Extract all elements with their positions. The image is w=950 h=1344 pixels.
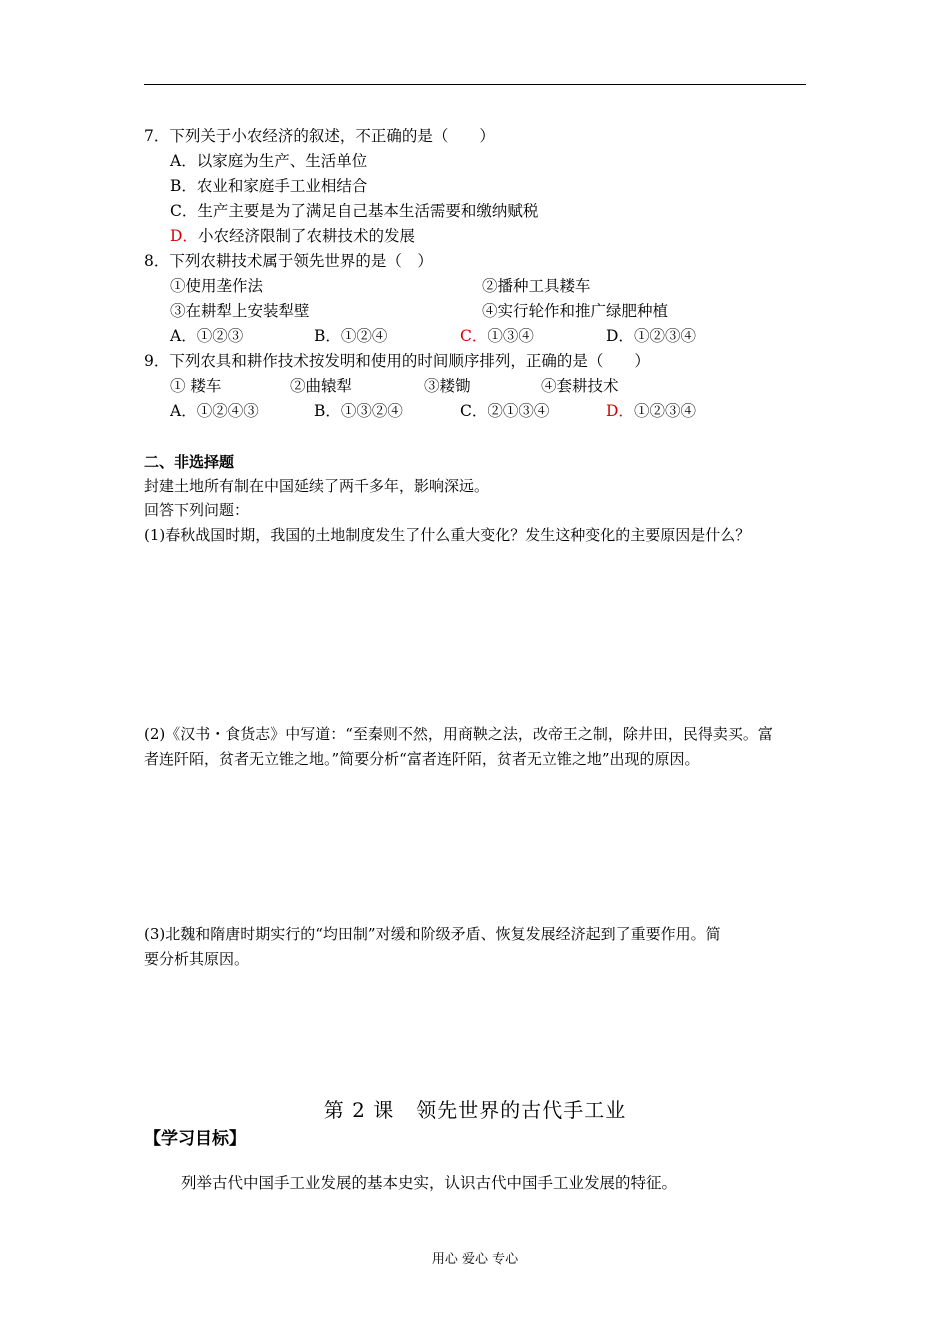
q8-item-4: ④实行轮作和推广绿肥种植 <box>482 302 669 320</box>
q9-item-1: ① 耧车 <box>170 377 222 395</box>
section2-intro: 封建土地所有制在中国延续了两千多年，影响深远。 <box>144 477 490 495</box>
section2-q2-line2: 者连阡陌，贫者无立锥之地。”简要分析“富者连阡陌，贫者无立锥之地”出现的原因。 <box>144 750 700 768</box>
q8-item-1: ①使用垄作法 <box>170 277 264 295</box>
q8-item-3: ③在耕犁上安装犁壁 <box>170 302 310 320</box>
q8-answer-d: D．①②③④ <box>606 327 696 345</box>
q9-answer-a: A．①②④③ <box>170 402 259 420</box>
learning-goal-text: 列举古代中国手工业发展的基本史实，认识古代中国手工业发展的特征。 <box>181 1174 678 1192</box>
q8-item-2: ②播种工具耧车 <box>482 277 591 295</box>
section2-q2-line1: (2)《汉书・食货志》中写道：“至秦则不然，用商鞅之法，改帝王之制，除井田，民得卖买。富 <box>144 725 773 743</box>
learning-goal-heading: 【学习目标】 <box>144 1129 246 1149</box>
q8-answer-c: C．①③④ <box>460 327 534 345</box>
q9-answer-c: C．②①③④ <box>460 402 550 420</box>
q9-answer-b: B．①③②④ <box>314 402 403 420</box>
page-footer: 用心 爱心 专心 <box>431 1252 519 1267</box>
section2-heading: 二、非选择题 <box>144 453 235 471</box>
q9-item-2: ②曲辕犁 <box>290 377 353 395</box>
section2-prompt: 回答下列问题： <box>144 501 250 519</box>
lesson-title <box>0 1094 950 1123</box>
q8-answer-b: B．①②④ <box>314 327 388 345</box>
section2-q1: (1)春秋战国时期，我国的土地制度发生了什么重大变化？发生这种变化的主要原因是什么？ <box>144 526 751 544</box>
q7-option-d: D．小农经济限制了农耕技术的发展 <box>170 227 415 245</box>
header-rule <box>144 84 806 85</box>
q9-answer-d: D．①②③④ <box>606 402 696 420</box>
q9-stem: 9．下列农具和耕作技术按发明和使用的时间顺序排列，正确的是（ ） <box>144 352 650 370</box>
q7-option-c: C．生产主要是为了满足自己基本生活需要和缴纳赋税 <box>170 202 539 220</box>
section2-q3-line1: (3)北魏和隋唐时期实行的“均田制”对缓和阶级矛盾、恢复发展经济起到了重要作用。简 <box>144 925 721 943</box>
q7-stem: 7．下列关于小农经济的叙述，不正确的是（ ） <box>144 127 495 145</box>
lesson-number: 第 2 课 <box>323 1098 395 1122</box>
q8-stem: 8．下列农耕技术属于领先世界的是（ ） <box>144 252 433 270</box>
section2-q3-line2: 要分析其原因。 <box>144 950 250 968</box>
q7-answer-letter: D． <box>170 227 198 245</box>
q9-item-3: ③耧锄 <box>424 377 471 395</box>
q8-answer-a: A．①②③ <box>170 327 244 345</box>
lesson-name: 领先世界的古代手工业 <box>416 1098 627 1122</box>
q9-item-4: ④套耕技术 <box>541 377 619 395</box>
q9-answer-letter: D． <box>606 402 634 420</box>
q8-answer-letter: C． <box>460 327 488 345</box>
q7-option-b: B．农业和家庭手工业相结合 <box>170 177 368 195</box>
q7-option-a: A．以家庭为生产、生活单位 <box>170 152 368 170</box>
